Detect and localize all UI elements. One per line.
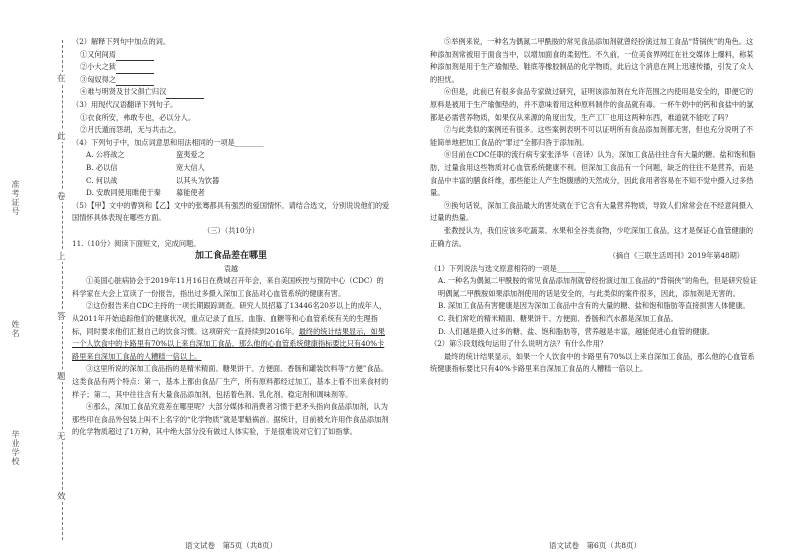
article-paragraph: ②这份报告来自CDC主持的一项长期跟踪调查。研究人员招募了13446名20岁以上的成年人，从2011年开始追踪他们的健康状况，重点记录了血压、血脂、血糖等和心血管系统有关的生理指标，同时要求他们汇报自己的饮食习惯。这项研究一直持续到2016年。最终的统计结果显示，如果一个人饮食中的卡路里有70%以上来自深加工食品，那么他的心血管系统健康指标要比只有40%卡路里来自深加工食品的人糟糕一倍以上。 (72, 301, 387, 361)
article-paragraph: ⑧目前在CDC任职的流行病专家张泽华（音译）认为，深加工食品往往含有大量的糖、盐和饱和脂肪，过量食用这些物质对心血管系统健康不利。但深加工食品有一个问题，缺乏的往往不是营养，而是食品中丰富的膳食纤维，那些能让人产生饱腹感的天然成分，因此食用者容易在不知不觉中摄入过多热量。 (430, 150, 756, 198)
article-author: 袁越 (224, 264, 238, 273)
q2-item: ④难与明贤及甘父俱亡归汉 (72, 86, 390, 99)
answer-blank[interactable] (116, 65, 154, 74)
q1-option[interactable]: B. 深加工食品有害健康是因为深加工食品中含有的大量的糖、盐和饱和脂肪等直接损害人体健康。 (438, 301, 750, 311)
article-paragraph: ⑨换句话说，深加工食品最大的害处就在于它含有大量营养物质，导致人们常常会在不经意间摄入过量的热量。 (430, 200, 754, 223)
q2-item: ①又何间焉 (72, 49, 390, 62)
seal-char: 效 (57, 492, 66, 502)
article-paragraph: ⑦与此类似的案例还有很多。这些案例表明不可以证明所有食品添加剂都无害，但也充分说明了不能简单地把加工食品的“罪过”全都归咎于添加剂。 (430, 125, 754, 147)
underlined-sentence: 最终的统计结果显示，如果一个人饮食中的卡路里有70%以上来自深加工食品，那么他的心血管系统健康指标要比只有40%卡路里来自深加工食品的人糟糕一倍以上。 (72, 326, 385, 361)
page-5 (72, 36, 390, 439)
q3-item: ②月氏遁而怨胡，无与共击之。 (80, 125, 181, 135)
article-paragraph: ①美国心脏病协会于2019年11月16日在费城召开年会，来自美国疾控与预防中心（CDC）的科学家在大会上宣读了一份报告，指出过多摄入深加工食品对心血管系统的健康有害。 (72, 276, 384, 298)
q4-option[interactable]: A. 公将战之 蛮夷爱之 (86, 150, 205, 160)
q4-option[interactable]: C. 何以战 以其头为饮器 (86, 175, 220, 185)
seal-char: 此 (57, 132, 66, 142)
name-label: 姓名 (11, 320, 20, 338)
binding-dash-line (62, 40, 63, 540)
q2-quote: 最终的统计结果显示，如果一个人饮食中的卡路里有70%以上来自深加工食品，那么他的心血管系统健康指标要比只有40%卡路里来自深加工食品的人糟糕一倍以上。 (430, 351, 755, 374)
q1-option[interactable]: C. 我们常吃的精米精面、糖果饼干、方便面、香肠和汽水都是深加工食品。 (438, 314, 678, 324)
q4-option[interactable]: B. 必以信 宽大信人 (86, 162, 205, 172)
q2-item: ③匈奴得之 (72, 74, 390, 87)
exam-id-label: 准考证号 (11, 180, 20, 216)
school-label: 毕业学校 (11, 430, 20, 466)
article-paragraph: ⑤举例来说，一种名为偶氮二甲酰胺的常见食品添加剂就曾经扮演过加工食品“背锅侠”的角色。这种添加剂常被用于面食当中，以增加面食的柔韧性。不久前，一位美食界网红在社交媒体上爆料，称某种添加剂是用于生产瑜伽垫、鞋底等橡胶制品的化学物质，此后这个消息在网上迅速传播，引发了众人的担忧。 (430, 37, 754, 84)
q4-option[interactable]: D. 安敢同使用睢使于秦 募能使者 (86, 188, 205, 198)
seal-char: 在 (57, 74, 66, 84)
answer-blank[interactable] (116, 77, 154, 86)
article-source: （摘自《三联生活周刊》2019年第48期） (608, 251, 744, 261)
q5-text: （5）【甲】文中的曹刿和【乙】文中的张骞都具有强烈的爱国情怀。请结合选文，分别说说他们的爱国情怀具体表现在哪些方面。 (72, 200, 390, 223)
seal-char: 无 (57, 432, 66, 442)
article-paragraph: ⑥但是，此前已有很多食品专家做过研究，证明该添加剂在允许范围之内使用是安全的，即便它的原料是被用于生产瑜伽垫的，并不意味着用这种原料制作的食品就有毒。一杯牛奶中的钙和食盐中的氯都是必需营养物质，如果仅从来源的角度出发，生产工厂也用这两种东西，难道就不能吃了吗？ (430, 87, 754, 122)
section-heading: （三）（共10分） (203, 225, 259, 235)
q2-heading: （2）第⑤段划线句运用了什么说明方法？有什么作用？ (430, 339, 608, 349)
page-6 (430, 36, 760, 390)
q1-option[interactable]: D. 人们越是摄入过多的糖、盐、饱和脂肪等，营养越是丰富，越能促进心血管的健康。 (438, 326, 715, 336)
article-paragraph: ④那么，深加工食品究竟差在哪里呢？大部分媒体和消费者习惯于把矛头指向食品添加剂，认为那些印在食品外包装上叫不上名字的“化学物质”就是罪魁祸首。据统计，目前被允许用作食品添加剂的化学物质超过了1万种，其中绝大部分没有做过人体实验，于是很难说对它们了如指掌。 (72, 402, 389, 437)
q3-item: ①衣食所安，弗敢专也，必以分人。 (80, 112, 196, 122)
seal-char: 卷 (57, 192, 66, 202)
seal-char: 题 (57, 372, 66, 382)
q1-heading: （1）下列说法与选文原意相符的一项是________ (430, 263, 586, 273)
q1-option[interactable]: A. 一种名为偶氮二甲酰胺的常见食品添加剂就曾经扮演过加工食品的“背锅侠”的角色，但是研究验证明偶氮二甲酰胺如果添加剂使用的话是安全的，与此类似的案件很多，因此，添加剂是无害的。 (438, 276, 757, 298)
seal-char: 答 (57, 312, 66, 322)
answer-area[interactable] (430, 376, 760, 390)
answer-blank[interactable] (116, 52, 154, 61)
page-footer: 语文试卷 第5页（共8页） (184, 541, 278, 550)
q11-heading: 11.（10分）阅读下面短文，完成问题。 (72, 238, 201, 248)
seal-char: 上 (57, 252, 66, 262)
q2-heading: （2）解释下列句中加点的词。 (72, 37, 171, 46)
binding-margin (8, 30, 68, 530)
article-paragraph: ③这里所说的深加工食品指的是精米精面、糖果饼干、方便面、香肠和罐装饮料等“方便”食品。这类食品有两个特点：第一，基本上都由食品厂生产，所有原料都经过加工，基本上看不出来食材的样子；第二，其中往往含有大量食品添加剂，包括着色剂、乳化剂、稳定剂和调味剂等。 (72, 364, 389, 399)
article-title: 加工食品差在哪里 (194, 251, 267, 262)
answer-blank[interactable] (166, 90, 204, 99)
article-paragraph: 张教授认为，我们应该多吃蔬菜、水果和全谷类食物，少吃深加工食品，这才是保证心血管健康的正确方法。 (430, 225, 754, 248)
page-footer: 语文试卷 第6页（共8页） (548, 541, 642, 550)
q2-item: ②小大之狱 (72, 61, 390, 74)
q4-heading: （4）下列句子中，加点词意思和用法相同的一项是________ (72, 137, 264, 147)
q3-heading: （3）用现代汉语翻译下列句子。 (72, 99, 178, 109)
